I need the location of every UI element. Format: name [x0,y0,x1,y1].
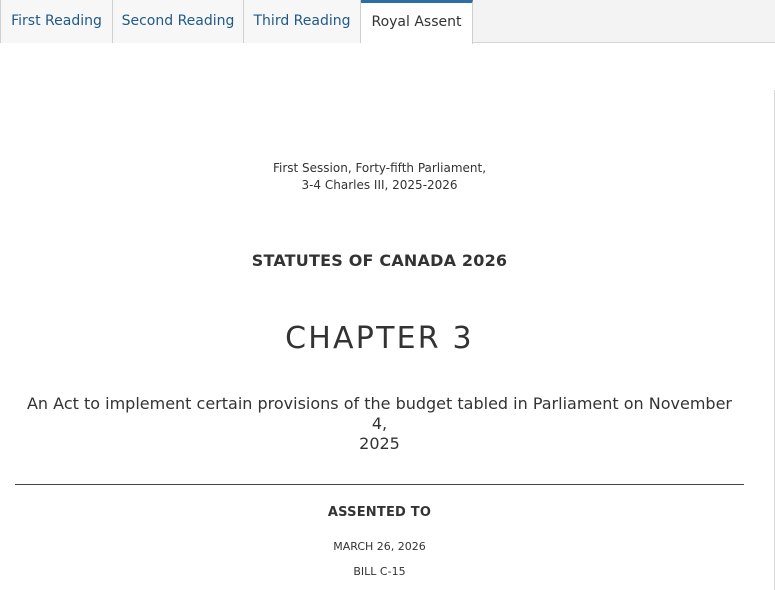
act-title-line-2: 2025 [359,434,400,453]
bill-number: BILL C-15 [353,565,406,578]
tab-third-reading[interactable]: Third Reading [244,0,361,43]
tab-first-reading[interactable]: First Reading [0,0,113,43]
chapter-heading: CHAPTER 3 [285,321,474,356]
act-title-line-1: An Act to implement certain provisions of the budget tabled in Parliament on November 4, [26,394,733,433]
session-line-1: First Session, Forty-fifth Parliament, [272,161,487,175]
session-info [0,160,759,194]
document-body [0,43,759,590]
session-line-2: 3-4 Charles III, 2025-2026 [301,178,458,192]
assented-heading: ASSENTED TO [327,505,432,520]
statutes-heading: STATUTES OF CANADA 2026 [251,251,508,270]
assent-date: MARCH 26, 2026 [333,540,426,553]
tab-second-reading[interactable]: Second Reading [113,0,244,43]
act-title [24,394,735,454]
reading-tabs [0,0,775,43]
tab-royal-assent[interactable]: Royal Assent [361,0,473,44]
section-divider [15,484,744,485]
